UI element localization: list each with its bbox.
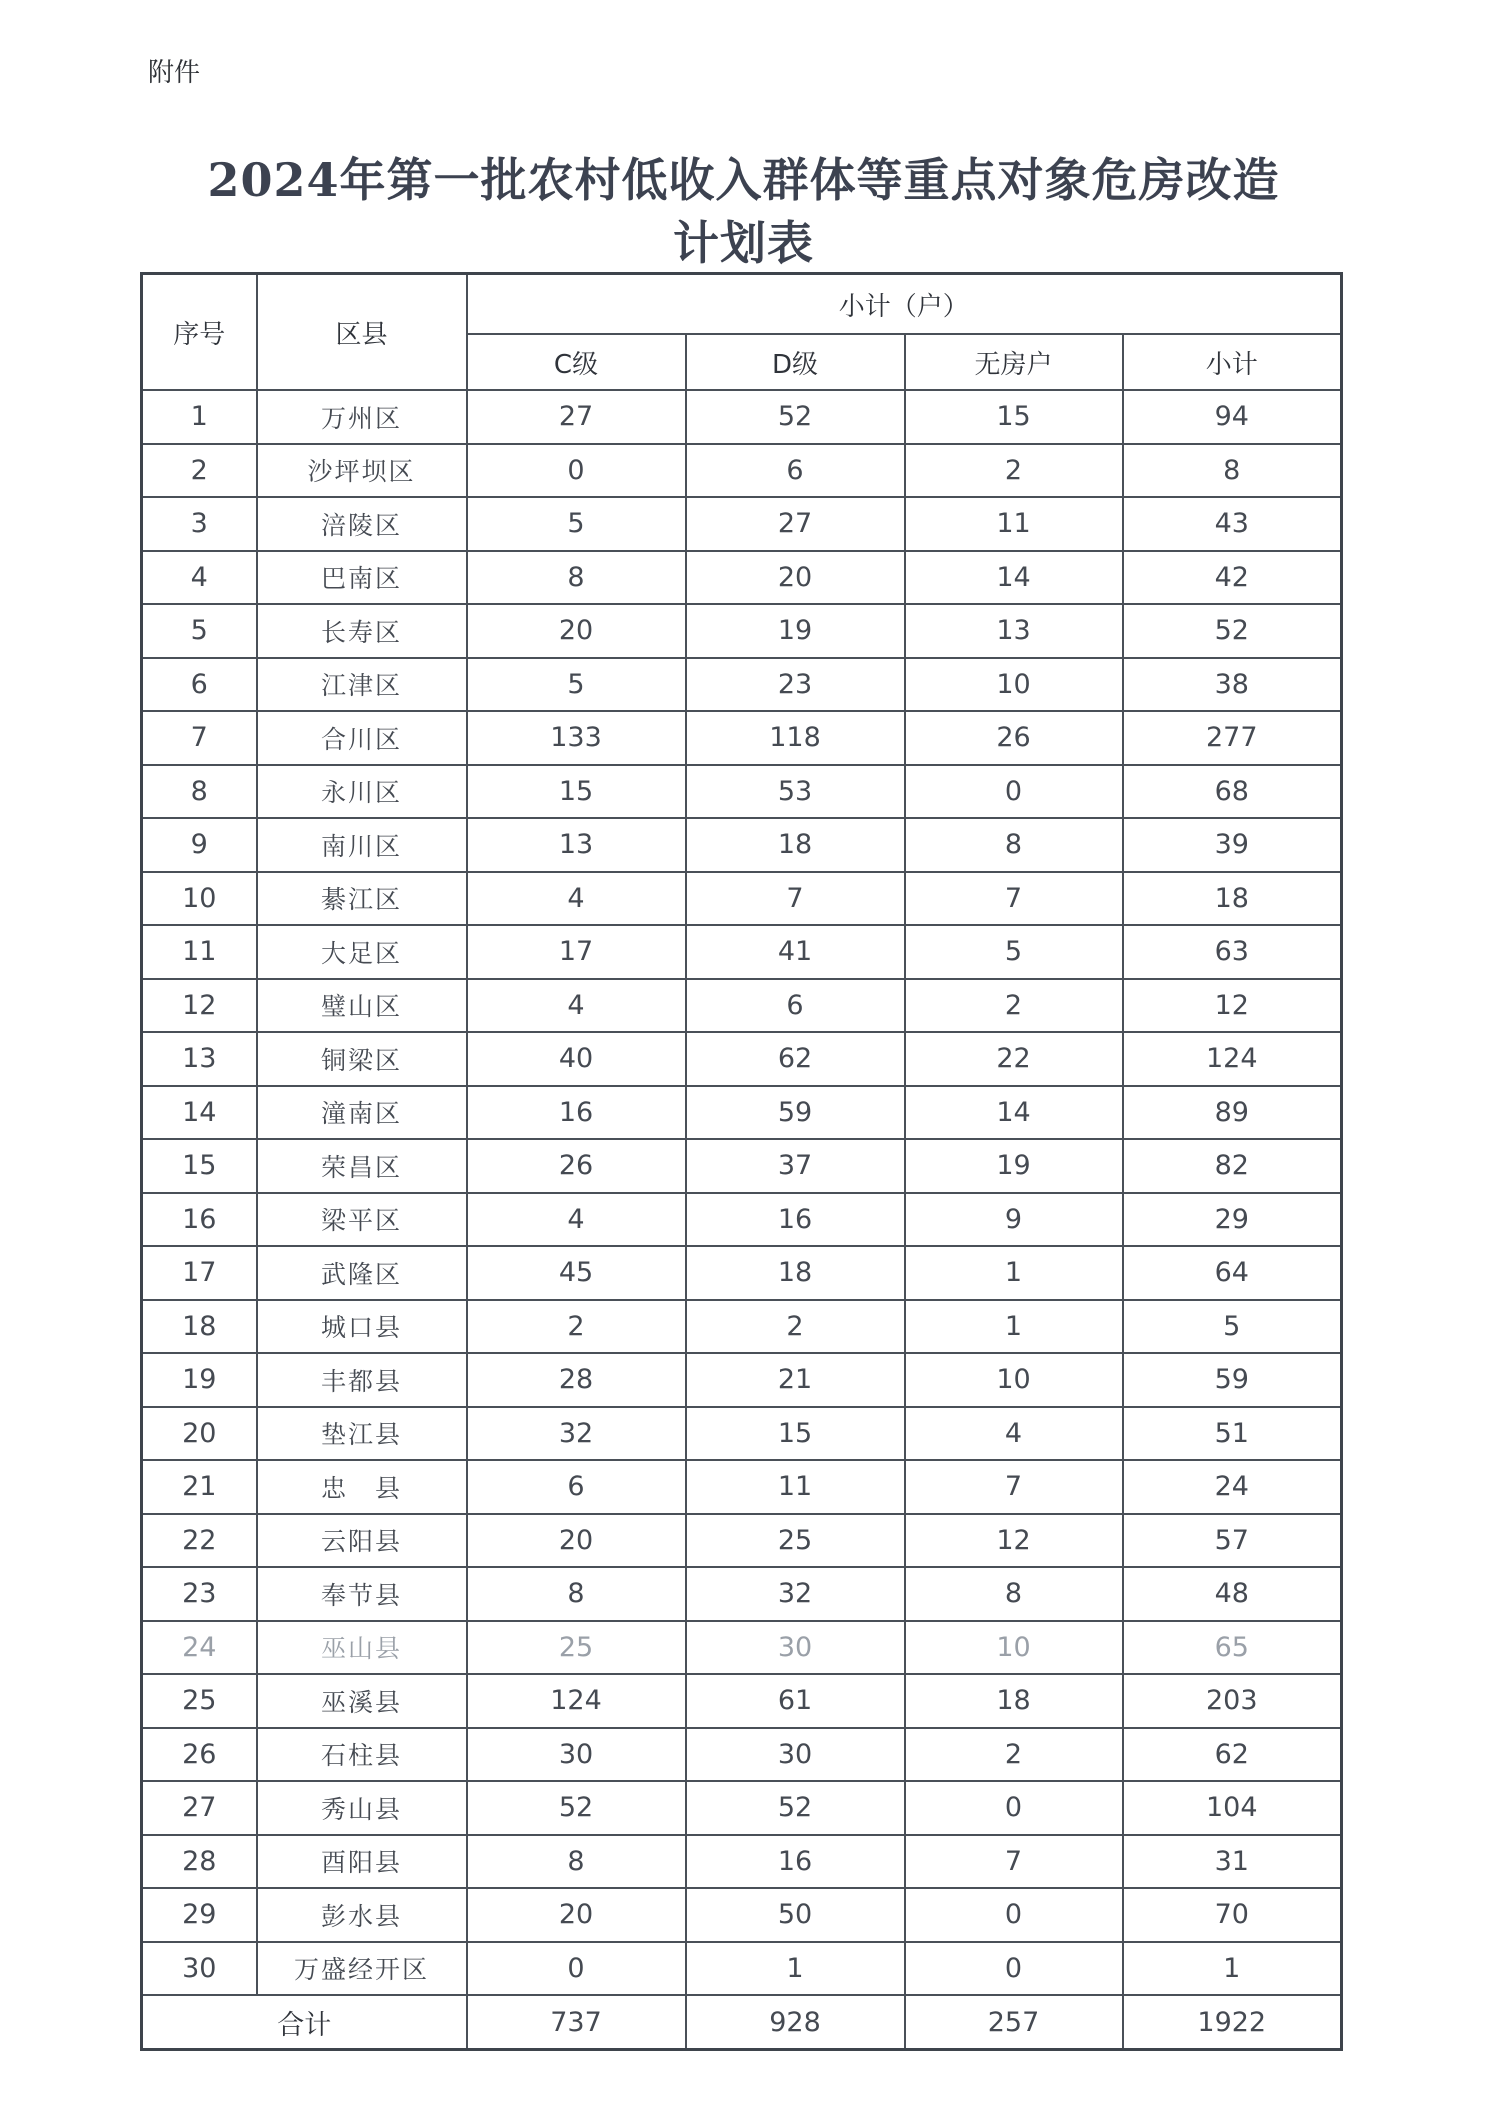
cell-d-level: 15 — [686, 1407, 905, 1461]
cell-seq: 4 — [142, 551, 257, 605]
cell-seq: 10 — [142, 872, 257, 926]
cell-subtotal: 12 — [1123, 979, 1342, 1033]
cell-c-level: 15 — [467, 765, 686, 819]
header-no-house: 无房户 — [905, 334, 1123, 390]
cell-d-level: 53 — [686, 765, 905, 819]
table-row — [142, 1674, 1342, 1728]
cell-d-level: 11 — [686, 1460, 905, 1514]
table-row — [142, 1407, 1342, 1461]
cell-seq: 14 — [142, 1086, 257, 1140]
cell-c-level: 4 — [467, 872, 686, 926]
table-row — [142, 444, 1342, 498]
cell-c-level: 2 — [467, 1300, 686, 1354]
cell-subtotal: 42 — [1123, 551, 1342, 605]
cell-district: 酉阳县 — [257, 1835, 467, 1889]
cell-c-level: 4 — [467, 979, 686, 1033]
cell-no-house: 12 — [905, 1514, 1123, 1568]
cell-no-house: 18 — [905, 1674, 1123, 1728]
table-body — [142, 390, 1342, 1995]
cell-no-house: 8 — [905, 1567, 1123, 1621]
renovation-plan-table — [140, 272, 1343, 2051]
cell-d-level: 30 — [686, 1621, 905, 1675]
cell-d-level: 41 — [686, 925, 905, 979]
cell-subtotal: 63 — [1123, 925, 1342, 979]
cell-subtotal: 64 — [1123, 1246, 1342, 1300]
cell-district: 荣昌区 — [257, 1139, 467, 1193]
cell-seq: 30 — [142, 1942, 257, 1996]
table-row — [142, 390, 1342, 444]
cell-district: 垫江县 — [257, 1407, 467, 1461]
table-row — [142, 1460, 1342, 1514]
cell-subtotal: 70 — [1123, 1888, 1342, 1942]
cell-d-level: 16 — [686, 1193, 905, 1247]
cell-seq: 2 — [142, 444, 257, 498]
total-no-house: 257 — [905, 1995, 1123, 2050]
cell-no-house: 9 — [905, 1193, 1123, 1247]
cell-c-level: 8 — [467, 1835, 686, 1889]
cell-seq: 6 — [142, 658, 257, 712]
cell-subtotal: 62 — [1123, 1728, 1342, 1782]
total-label: 合计 — [142, 1995, 467, 2050]
cell-subtotal: 48 — [1123, 1567, 1342, 1621]
table-row — [142, 1193, 1342, 1247]
header-district: 区县 — [257, 274, 467, 391]
cell-seq: 29 — [142, 1888, 257, 1942]
cell-subtotal: 31 — [1123, 1835, 1342, 1889]
table-row — [142, 1353, 1342, 1407]
cell-c-level: 0 — [467, 1942, 686, 1996]
cell-subtotal: 89 — [1123, 1086, 1342, 1140]
cell-district: 江津区 — [257, 658, 467, 712]
table-row — [142, 551, 1342, 605]
cell-d-level: 32 — [686, 1567, 905, 1621]
cell-district: 永川区 — [257, 765, 467, 819]
cell-c-level: 26 — [467, 1139, 686, 1193]
table-row — [142, 1514, 1342, 1568]
table-row — [142, 1139, 1342, 1193]
cell-subtotal: 8 — [1123, 444, 1342, 498]
table-row — [142, 925, 1342, 979]
cell-subtotal: 24 — [1123, 1460, 1342, 1514]
cell-seq: 5 — [142, 604, 257, 658]
cell-c-level: 17 — [467, 925, 686, 979]
cell-d-level: 52 — [686, 390, 905, 444]
cell-subtotal: 18 — [1123, 872, 1342, 926]
cell-c-level: 5 — [467, 497, 686, 551]
cell-district: 梁平区 — [257, 1193, 467, 1247]
cell-d-level: 23 — [686, 658, 905, 712]
cell-no-house: 2 — [905, 1728, 1123, 1782]
cell-district: 石柱县 — [257, 1728, 467, 1782]
table-row — [142, 497, 1342, 551]
cell-no-house: 10 — [905, 1353, 1123, 1407]
cell-d-level: 7 — [686, 872, 905, 926]
cell-c-level: 13 — [467, 818, 686, 872]
table-row — [142, 658, 1342, 712]
cell-district: 合川区 — [257, 711, 467, 765]
cell-subtotal: 5 — [1123, 1300, 1342, 1354]
header-seq: 序号 — [142, 274, 257, 391]
cell-subtotal: 104 — [1123, 1781, 1342, 1835]
cell-no-house: 5 — [905, 925, 1123, 979]
cell-no-house: 22 — [905, 1032, 1123, 1086]
cell-seq: 11 — [142, 925, 257, 979]
cell-district: 南川区 — [257, 818, 467, 872]
cell-seq: 23 — [142, 1567, 257, 1621]
header-d-level: D级 — [686, 334, 905, 390]
cell-district: 巫山县 — [257, 1621, 467, 1675]
cell-district: 万盛经开区 — [257, 1942, 467, 1996]
cell-d-level: 50 — [686, 1888, 905, 1942]
cell-subtotal: 1 — [1123, 1942, 1342, 1996]
cell-seq: 25 — [142, 1674, 257, 1728]
cell-c-level: 124 — [467, 1674, 686, 1728]
cell-c-level: 27 — [467, 390, 686, 444]
table-row — [142, 1888, 1342, 1942]
cell-c-level: 45 — [467, 1246, 686, 1300]
cell-c-level: 30 — [467, 1728, 686, 1782]
cell-district: 万州区 — [257, 390, 467, 444]
cell-no-house: 26 — [905, 711, 1123, 765]
cell-district: 奉节县 — [257, 1567, 467, 1621]
cell-seq: 22 — [142, 1514, 257, 1568]
table-row — [142, 1781, 1342, 1835]
table-row — [142, 765, 1342, 819]
cell-c-level: 52 — [467, 1781, 686, 1835]
table-row — [142, 1246, 1342, 1300]
cell-no-house: 1 — [905, 1246, 1123, 1300]
cell-subtotal: 38 — [1123, 658, 1342, 712]
cell-d-level: 6 — [686, 979, 905, 1033]
cell-no-house: 19 — [905, 1139, 1123, 1193]
cell-seq: 12 — [142, 979, 257, 1033]
cell-c-level: 5 — [467, 658, 686, 712]
cell-no-house: 15 — [905, 390, 1123, 444]
cell-district: 秀山县 — [257, 1781, 467, 1835]
cell-no-house: 8 — [905, 818, 1123, 872]
cell-d-level: 20 — [686, 551, 905, 605]
cell-district: 沙坪坝区 — [257, 444, 467, 498]
cell-seq: 24 — [142, 1621, 257, 1675]
cell-seq: 17 — [142, 1246, 257, 1300]
cell-subtotal: 39 — [1123, 818, 1342, 872]
cell-district: 长寿区 — [257, 604, 467, 658]
cell-seq: 21 — [142, 1460, 257, 1514]
cell-no-house: 1 — [905, 1300, 1123, 1354]
cell-c-level: 16 — [467, 1086, 686, 1140]
cell-d-level: 19 — [686, 604, 905, 658]
cell-no-house: 4 — [905, 1407, 1123, 1461]
cell-subtotal: 124 — [1123, 1032, 1342, 1086]
cell-d-level: 118 — [686, 711, 905, 765]
cell-no-house: 0 — [905, 1781, 1123, 1835]
total-c-level: 737 — [467, 1995, 686, 2050]
cell-seq: 26 — [142, 1728, 257, 1782]
cell-no-house: 0 — [905, 765, 1123, 819]
cell-subtotal: 94 — [1123, 390, 1342, 444]
cell-subtotal: 43 — [1123, 497, 1342, 551]
cell-subtotal: 277 — [1123, 711, 1342, 765]
cell-district: 綦江区 — [257, 872, 467, 926]
cell-d-level: 37 — [686, 1139, 905, 1193]
cell-subtotal: 59 — [1123, 1353, 1342, 1407]
cell-district: 云阳县 — [257, 1514, 467, 1568]
table-row — [142, 1728, 1342, 1782]
cell-c-level: 8 — [467, 1567, 686, 1621]
page-title-line2: 计划表 — [673, 216, 814, 270]
table-row — [142, 1942, 1342, 1996]
cell-c-level: 8 — [467, 551, 686, 605]
cell-c-level: 4 — [467, 1193, 686, 1247]
cell-seq: 8 — [142, 765, 257, 819]
cell-no-house: 2 — [905, 979, 1123, 1033]
cell-seq: 1 — [142, 390, 257, 444]
cell-seq: 7 — [142, 711, 257, 765]
cell-district: 武隆区 — [257, 1246, 467, 1300]
cell-seq: 27 — [142, 1781, 257, 1835]
cell-no-house: 14 — [905, 551, 1123, 605]
cell-subtotal: 203 — [1123, 1674, 1342, 1728]
cell-district: 铜梁区 — [257, 1032, 467, 1086]
cell-d-level: 61 — [686, 1674, 905, 1728]
cell-c-level: 20 — [467, 1514, 686, 1568]
cell-seq: 19 — [142, 1353, 257, 1407]
cell-district: 潼南区 — [257, 1086, 467, 1140]
cell-d-level: 52 — [686, 1781, 905, 1835]
cell-d-level: 27 — [686, 497, 905, 551]
cell-c-level: 32 — [467, 1407, 686, 1461]
cell-d-level: 30 — [686, 1728, 905, 1782]
cell-c-level: 133 — [467, 711, 686, 765]
cell-no-house: 0 — [905, 1942, 1123, 1996]
attachment-label: 附件 — [148, 58, 201, 88]
cell-d-level: 2 — [686, 1300, 905, 1354]
total-row — [142, 1995, 1342, 2050]
cell-seq: 20 — [142, 1407, 257, 1461]
cell-d-level: 18 — [686, 818, 905, 872]
table-row — [142, 1300, 1342, 1354]
cell-no-house: 7 — [905, 872, 1123, 926]
cell-c-level: 20 — [467, 1888, 686, 1942]
cell-c-level: 20 — [467, 604, 686, 658]
header-group-subtotal: 小计（户） — [467, 274, 1342, 335]
cell-no-house: 10 — [905, 1621, 1123, 1675]
cell-seq: 16 — [142, 1193, 257, 1247]
cell-subtotal: 82 — [1123, 1139, 1342, 1193]
cell-seq: 9 — [142, 818, 257, 872]
cell-seq: 18 — [142, 1300, 257, 1354]
cell-c-level: 40 — [467, 1032, 686, 1086]
page-title: 2024年第一批农村低收入群体等重点对象危房改造 — [207, 153, 1280, 207]
table-row — [142, 979, 1342, 1033]
cell-d-level: 25 — [686, 1514, 905, 1568]
cell-subtotal: 51 — [1123, 1407, 1342, 1461]
cell-c-level: 28 — [467, 1353, 686, 1407]
cell-no-house: 0 — [905, 1888, 1123, 1942]
cell-district: 彭水县 — [257, 1888, 467, 1942]
total-d-level: 928 — [686, 1995, 905, 2050]
cell-seq: 28 — [142, 1835, 257, 1889]
table-row — [142, 872, 1342, 926]
total-subtotal: 1922 — [1123, 1995, 1342, 2050]
cell-no-house: 2 — [905, 444, 1123, 498]
cell-d-level: 1 — [686, 1942, 905, 1996]
cell-seq: 15 — [142, 1139, 257, 1193]
table-row — [142, 1621, 1342, 1675]
cell-d-level: 16 — [686, 1835, 905, 1889]
table-row — [142, 1032, 1342, 1086]
cell-c-level: 0 — [467, 444, 686, 498]
cell-seq: 13 — [142, 1032, 257, 1086]
cell-district: 涪陵区 — [257, 497, 467, 551]
cell-no-house: 10 — [905, 658, 1123, 712]
cell-d-level: 18 — [686, 1246, 905, 1300]
cell-d-level: 21 — [686, 1353, 905, 1407]
header-c-level: C级 — [467, 334, 686, 390]
cell-no-house: 11 — [905, 497, 1123, 551]
cell-no-house: 7 — [905, 1460, 1123, 1514]
cell-district: 丰都县 — [257, 1353, 467, 1407]
cell-district: 忠 县 — [257, 1460, 467, 1514]
cell-c-level: 6 — [467, 1460, 686, 1514]
header-subtotal: 小计 — [1123, 334, 1342, 390]
table-row — [142, 1086, 1342, 1140]
table-row — [142, 604, 1342, 658]
cell-district: 巫溪县 — [257, 1674, 467, 1728]
cell-subtotal: 29 — [1123, 1193, 1342, 1247]
table-row — [142, 1567, 1342, 1621]
cell-d-level: 6 — [686, 444, 905, 498]
cell-no-house: 14 — [905, 1086, 1123, 1140]
cell-subtotal: 68 — [1123, 765, 1342, 819]
cell-seq: 3 — [142, 497, 257, 551]
cell-subtotal: 65 — [1123, 1621, 1342, 1675]
cell-district: 大足区 — [257, 925, 467, 979]
cell-district: 城口县 — [257, 1300, 467, 1354]
cell-d-level: 62 — [686, 1032, 905, 1086]
cell-no-house: 13 — [905, 604, 1123, 658]
cell-subtotal: 57 — [1123, 1514, 1342, 1568]
cell-d-level: 59 — [686, 1086, 905, 1140]
cell-no-house: 7 — [905, 1835, 1123, 1889]
cell-district: 璧山区 — [257, 979, 467, 1033]
cell-c-level: 25 — [467, 1621, 686, 1675]
cell-subtotal: 52 — [1123, 604, 1342, 658]
table-row — [142, 818, 1342, 872]
table-row — [142, 711, 1342, 765]
cell-district: 巴南区 — [257, 551, 467, 605]
table-row — [142, 1835, 1342, 1889]
